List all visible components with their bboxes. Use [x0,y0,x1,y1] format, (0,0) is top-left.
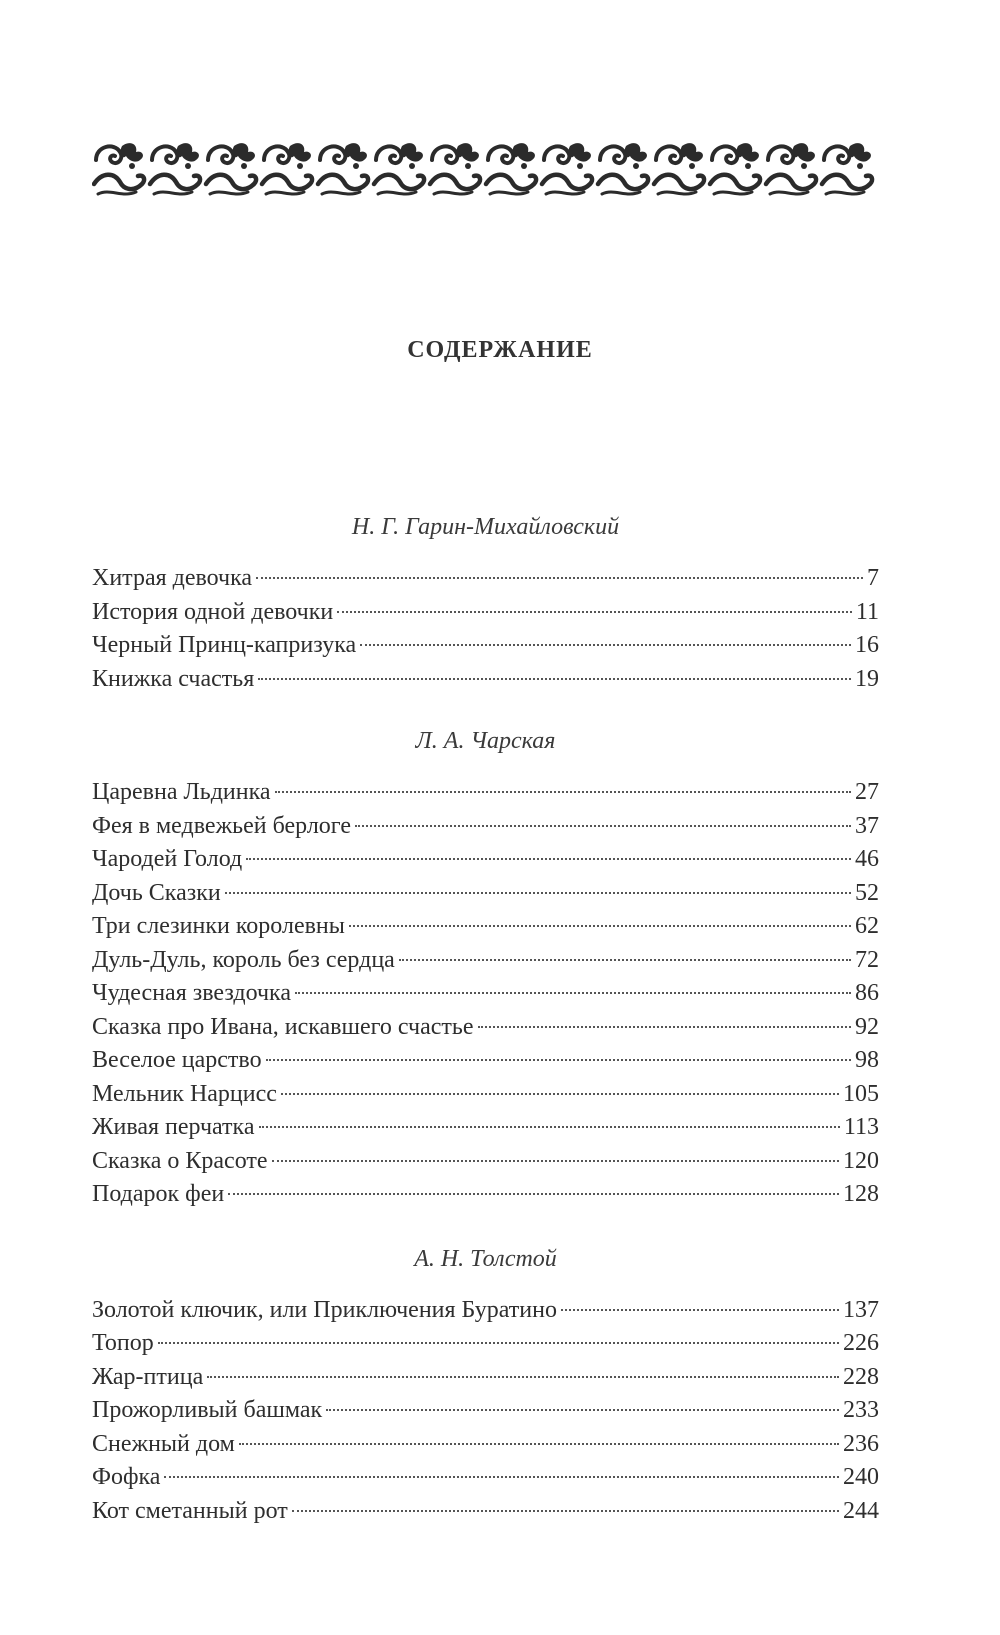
entry-page: 240 [843,1464,879,1490]
toc-entry[interactable] [92,1294,879,1328]
entry-title: Фея в медвежьей берлоге [92,812,351,839]
leader-dots [258,678,851,680]
entry-title: Топор [92,1330,154,1356]
toc-section-tolstoy [92,1242,879,1529]
floral-ornament-border-icon [92,138,876,200]
leader-dots [292,1510,839,1512]
leader-dots [228,1193,839,1195]
entry-page: 52 [855,879,879,906]
toc-entry[interactable] [92,1011,879,1045]
entry-page: 228 [843,1363,879,1390]
toc-entry[interactable] [92,1394,879,1428]
entry-title: Дуль-Дуль, король без сердца [92,946,395,973]
leader-dots [259,1126,840,1128]
leader-dots [399,959,851,961]
toc-entry[interactable] [92,877,879,911]
toc-entry[interactable] [92,629,879,663]
entry-page: 19 [855,665,879,692]
entry-title: Хитрая девочка [92,565,253,591]
leader-dots [256,577,863,579]
leader-dots [326,1409,839,1411]
entry-title: Мельник Нарцисс [92,1080,277,1107]
entry-title: Сказка про Ивана, искавшего счастье [92,1013,474,1040]
entry-page: 233 [843,1397,879,1423]
toc-entry[interactable] [92,596,879,630]
page-title: СОДЕРЖАНИЕ [407,337,593,363]
entry-title: Царевна Льдинка [92,779,271,805]
entry-title: Дочь Сказки [92,879,221,906]
entry-title: История одной девочки [92,598,334,625]
entry-page: 128 [843,1181,879,1207]
entry-page: 120 [843,1147,879,1174]
toc-entry[interactable] [92,1428,879,1462]
leader-dots [360,644,851,646]
entry-page: 62 [855,913,879,939]
toc-entry[interactable] [92,1078,879,1112]
entry-title: Снежный дом [92,1430,235,1457]
toc-section-charskaya [92,724,879,1212]
toc-entry[interactable] [92,944,879,978]
toc-entry[interactable] [92,810,879,844]
section-author: Н. Г. Гарин-Михайловский [351,514,620,540]
toc-entry[interactable] [92,843,879,877]
entry-page: 46 [855,846,879,872]
leader-dots [272,1160,839,1162]
entry-title: Веселое царство [92,1047,262,1073]
toc-entry[interactable] [92,1327,879,1361]
entry-page: 105 [843,1080,879,1107]
leader-dots [158,1342,839,1344]
entry-title: Сказка о Красоте [92,1147,268,1174]
leader-dots [349,925,851,927]
toc-entry[interactable] [92,1495,879,1529]
toc-entry[interactable] [92,1145,879,1179]
entry-title: Подарок феи [92,1181,225,1207]
leader-dots [164,1476,839,1478]
entry-title: Прожорливый башмак [92,1397,323,1423]
entry-page: 244 [843,1497,879,1524]
entry-page: 226 [843,1330,879,1356]
leader-dots [561,1309,839,1311]
toc-entry[interactable] [92,562,879,596]
toc-section-garin [92,510,879,696]
leader-dots [281,1093,839,1095]
entry-page: 27 [855,779,879,805]
leader-dots [266,1059,851,1061]
entry-page: 11 [855,598,879,625]
section-author: А. Н. Толстой [414,1245,557,1272]
leader-dots [239,1443,839,1445]
leader-dots [207,1376,839,1378]
entry-title: Чародей Голод [92,846,243,872]
entry-page: 86 [855,980,879,1006]
entry-title: Кот сметанный рот [92,1497,288,1524]
entry-title: Фофка [92,1464,161,1490]
entry-title: Жар-птица [92,1363,204,1390]
toc-entry[interactable] [92,977,879,1011]
toc-entry[interactable] [92,776,879,810]
leader-dots [246,858,851,860]
entry-page: 92 [855,1013,879,1040]
leader-dots [478,1026,851,1028]
entry-page: 98 [855,1047,879,1073]
entry-title: Чудесная звездочка [92,980,292,1006]
entry-page: 16 [855,632,879,658]
leader-dots [275,791,851,793]
leader-dots [225,892,851,894]
entry-title: Золотой ключик, или Приключения Буратино [92,1296,557,1323]
entry-page: 113 [843,1114,879,1140]
toc-entry[interactable] [92,1044,879,1078]
toc-entry[interactable] [92,910,879,944]
leader-dots [355,825,851,827]
entry-title: Книжка счастья [92,665,255,692]
entry-title: Живая перчатка [92,1114,255,1140]
entry-title: Черный Принц-капризука [92,632,357,658]
toc-entry[interactable] [92,1111,879,1145]
entry-page: 137 [843,1296,879,1323]
entry-page: 72 [855,946,879,973]
toc-entry[interactable] [92,1178,879,1212]
section-author: Л. А. Чарская [415,728,556,754]
entry-title: Три слезинки королевны [92,913,345,939]
toc-entry[interactable] [92,1461,879,1495]
leader-dots [337,611,852,613]
toc-entry[interactable] [92,663,879,697]
entry-page: 37 [855,812,879,839]
entry-page: 236 [843,1430,879,1457]
toc-entry[interactable] [92,1361,879,1395]
table-of-contents [92,510,879,1528]
entry-page: 7 [867,565,879,591]
leader-dots [295,992,851,994]
